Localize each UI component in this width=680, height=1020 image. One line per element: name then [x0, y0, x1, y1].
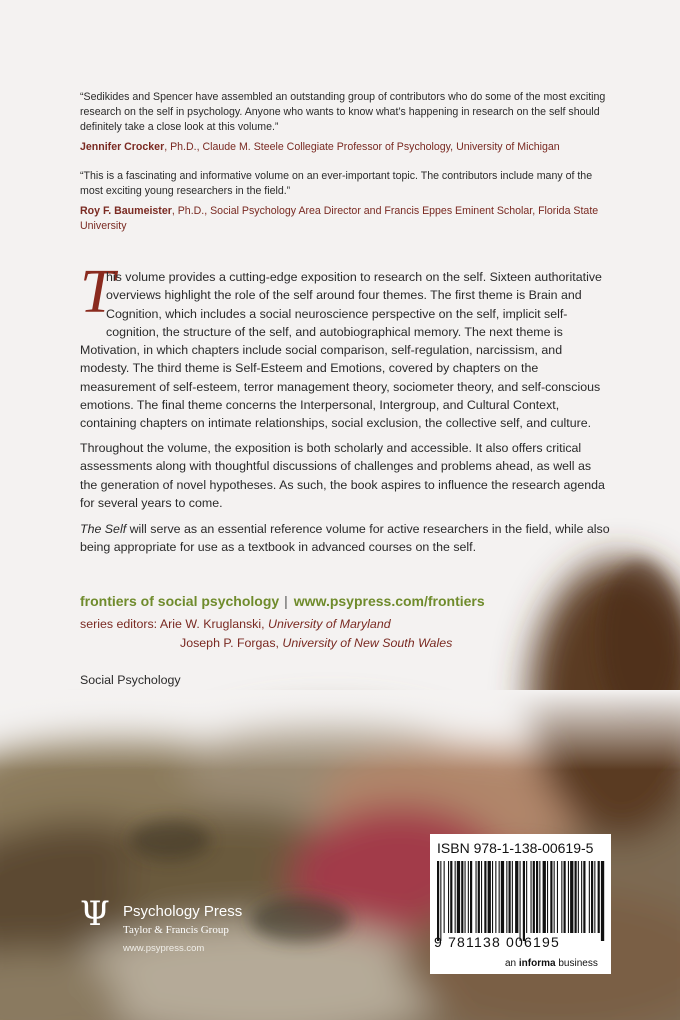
paragraph-text: will serve as an essential reference volume for active researchers in the field, while also being appropriate for use as a textbook in advanced courses on the self. — [80, 522, 610, 555]
description-paragraph-3 — [80, 520, 610, 557]
barcode-bar — [547, 861, 548, 933]
tagline-brand: informa — [518, 958, 556, 969]
editor-affiliation: University of Maryland — [268, 617, 391, 631]
series-name: frontiers of social psychology — [80, 593, 280, 609]
description-paragraph-2: Throughout the volume, the exposition is both scholarly and accessible. It also offers critical assessments along with thoughtful discussions of challenges and problems ahead, as well as the generation of novel hypotheses. As such, the book aspires to influence the research agenda for several years to come. — [80, 441, 605, 510]
barcode-bar — [526, 861, 527, 933]
endorser-name: Jennifer Crocker — [80, 141, 165, 153]
barcode-bar — [550, 861, 552, 933]
endorser-credentials: , Ph.D., Social Psychology Area Director and Francis Eppes Eminent Scholar, Florida State University — [80, 205, 599, 232]
series-url[interactable]: www.psypress.com/frontiers — [293, 593, 485, 609]
barcode-bar — [455, 861, 456, 933]
barcode-bar — [506, 861, 507, 933]
barcode-bar — [601, 861, 604, 941]
barcode-bar — [437, 861, 439, 941]
series-separator: | — [284, 593, 288, 609]
endorser-name: Roy F. Baumeister — [80, 205, 172, 217]
series-editor-1 — [80, 617, 391, 631]
barcode-bar — [481, 861, 482, 933]
barcode-bar — [478, 861, 480, 933]
barcode-bar — [468, 861, 469, 933]
barcode-bar — [448, 861, 449, 933]
isbn-text — [437, 840, 593, 856]
publisher-group: Taylor & Francis Group — [123, 924, 229, 936]
barcode-bar — [554, 861, 555, 933]
dropcap-spacer — [80, 268, 106, 323]
barcode-bar — [488, 861, 491, 933]
endorsement-attribution-1 — [80, 140, 610, 155]
description-paragraph-1 — [80, 268, 610, 433]
barcode-bar — [512, 861, 513, 933]
tagline-pre: an — [505, 958, 519, 969]
publisher-name: Psychology Press — [123, 903, 243, 920]
editors-label: series editors: — [80, 617, 158, 631]
barcode-bar — [501, 861, 504, 933]
informa-tagline — [505, 958, 598, 969]
endorsement-quote-1: “Sedikides and Spencer have assembled an outstanding group of contributors who do some of the most exciting research on the self in psychology. Anyone who wants to know what’s happening in research on the self should definitely take a close look at this volume.” — [80, 91, 606, 133]
endorser-credentials: , Ph.D., Claude M. Steele Collegiate Professor of Psychology, University of Michigan — [164, 141, 560, 153]
barcode-bar — [581, 861, 582, 933]
barcode-bar — [594, 861, 595, 933]
barcode-bar — [570, 861, 573, 933]
barcode-bar — [539, 861, 540, 933]
paragraph-text: his volume provides a cutting-edge exposition to research on the self. Sixteen authoritative overviews highlight the role of the self around four themes. The first theme is Brain and Cognition, which includes a social neuroscience perspective on the self, implicit self-cognition, the structure of the self, and autobiographical memory. The next theme is Motivation, in which chapters include social comparison, self-regulation, narcissism, and modesty. The third theme is Self-Esteem and Emotions, covered by chapters on the measurement of self-esteem, terror management theory, sociometer theory, and self-conscious emotions. The final theme concerns the Interpersonal, Intergroup, and Cultural Context, containing chapters on intimate relationships, social exclusion, the collective self, and culture. — [80, 270, 602, 431]
psi-logo-icon: Ψ — [80, 894, 110, 934]
barcode-bar — [484, 861, 486, 933]
barcode-bar — [531, 861, 532, 933]
barcode-bar — [564, 861, 566, 933]
isbn-barcode-box — [430, 834, 611, 974]
isbn-number: 978-1-138-00619-5 — [473, 840, 594, 856]
editor-affiliation: University of New South Wales — [282, 636, 453, 650]
series-line — [80, 593, 485, 609]
barcode-bar — [589, 861, 590, 933]
barcode-bar — [509, 861, 511, 933]
barcode-bar — [561, 861, 562, 933]
barcode-bar — [536, 861, 538, 933]
barcode-bar — [461, 861, 463, 933]
barcode-bar — [523, 861, 525, 941]
barcode-bar — [543, 861, 546, 933]
barcode-bar — [598, 861, 600, 933]
barcode-bar — [492, 861, 493, 933]
barcode-bar — [520, 861, 521, 941]
editor-name: Joseph P. Forgas, — [180, 636, 279, 650]
barcode-bar — [583, 861, 585, 933]
editor-name: Arie W. Kruglanski, — [159, 617, 265, 631]
barcode-bar — [457, 861, 460, 933]
barcode-bar — [575, 861, 577, 933]
barcode-bar — [499, 861, 500, 933]
category-label: Social Psychology — [80, 673, 181, 687]
barcode-bar — [557, 861, 558, 933]
endorsement-attribution-2 — [80, 204, 610, 234]
barcode-bar — [444, 861, 445, 933]
endorsement-quote-2: “This is a fascinating and informative volume on an ever-important topic. The contributors include many of the most exciting young researchers in the field.” — [80, 170, 593, 197]
barcode-bar — [495, 861, 496, 933]
publisher-website: www.psypress.com — [123, 943, 205, 954]
barcode-bar — [591, 861, 593, 933]
tagline-post: business — [555, 958, 598, 969]
barcode-digits: 9 781138 006195 — [434, 934, 560, 950]
barcode-bar — [533, 861, 535, 933]
barcode-bar — [515, 861, 518, 933]
barcode-bar — [568, 861, 569, 933]
barcode-bar — [470, 861, 472, 933]
barcode-bar — [440, 861, 441, 941]
book-title: The Self — [80, 522, 127, 536]
barcode-bar — [465, 861, 466, 933]
drop-cap: T — [80, 258, 115, 326]
barcode-bar — [450, 861, 452, 933]
barcode-bar — [476, 861, 477, 933]
isbn-label: ISBN — [437, 840, 470, 856]
series-editor-2 — [180, 636, 452, 650]
barcode-bar — [578, 861, 579, 933]
